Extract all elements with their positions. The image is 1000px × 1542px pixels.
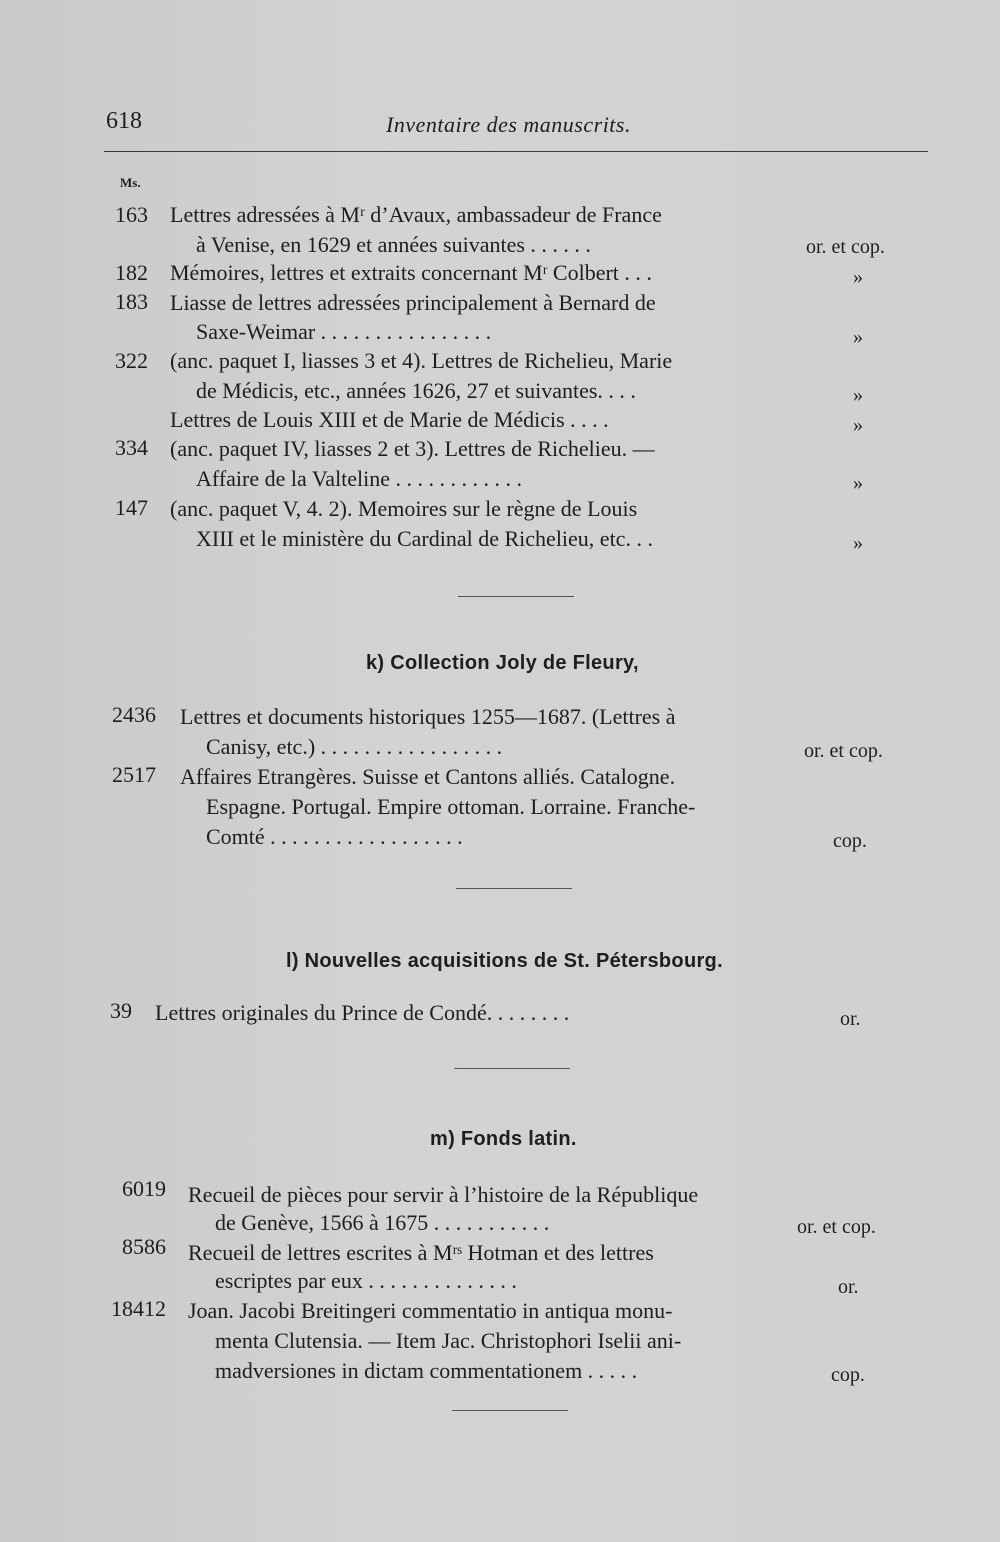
entry-number: 8586: [122, 1234, 166, 1259]
entry-line: Affaires Etrangères. Suisse et Cantons alliés. Catalogne.: [180, 764, 676, 789]
section-divider: [456, 888, 572, 889]
entry-mark: or. et cop.: [797, 1216, 876, 1238]
entry-mark: »: [853, 472, 863, 494]
entry-line: à Venise, en 1629 et années suivantes . . . . . .: [196, 232, 591, 257]
entry-number: 2436: [112, 702, 156, 727]
entry-number: 182: [115, 260, 148, 285]
entry-mark: »: [853, 326, 863, 348]
ms-column-label: Ms.: [120, 175, 141, 190]
entry-line: (anc. paquet V, 4. 2). Memoires sur le règne de Louis: [170, 496, 638, 521]
entry-line: madversiones in dictam commentationem . . . . .: [215, 1358, 638, 1383]
page-number: 618: [106, 108, 142, 134]
section-divider: [454, 1068, 570, 1069]
entry-line: Affaire de la Valteline . . . . . . . . . . . .: [196, 466, 523, 491]
entry-mark: »: [853, 414, 863, 436]
section-divider: [458, 596, 574, 597]
entry-line: XIII et le ministère du Cardinal de Richelieu, etc. . .: [196, 526, 653, 551]
entry-number: 334: [115, 435, 148, 460]
entry-line: Liasse de lettres adressées principalement à Bernard de: [170, 290, 656, 315]
entry-mark: or.: [840, 1008, 861, 1030]
entry-number: 18412: [111, 1296, 166, 1321]
entry-line: de Genève, 1566 à 1675 . . . . . . . . . . .: [215, 1210, 550, 1235]
header-rule: [104, 151, 928, 152]
entry-line: de Médicis, etc., années 1626, 27 et suivantes. . . .: [196, 378, 636, 403]
entry-number: 147: [115, 495, 148, 520]
entry-mark: »: [853, 384, 863, 406]
entry-number: 6019: [122, 1176, 166, 1201]
section-divider: [452, 1410, 568, 1411]
entry-line: Lettres originales du Prince de Condé. . . . . . . .: [155, 1000, 570, 1025]
entry-line: Recueil de lettres escrites à Mʳˢ Hotman et des lettres: [188, 1240, 654, 1265]
entry-line: Espagne. Portugal. Empire ottoman. Lorraine. Franche-: [206, 794, 696, 819]
entry-line: Lettres de Louis XIII et de Marie de Médicis . . . .: [170, 407, 609, 432]
entry-mark: or.: [838, 1276, 859, 1298]
entry-line: Saxe-Weimar . . . . . . . . . . . . . . . .: [196, 319, 492, 344]
section-title-k: k) Collection Joly de Fleury,: [366, 652, 639, 674]
section-title-l: l) Nouvelles acquisitions de St. Pétersbourg.: [286, 950, 723, 972]
entry-line: Comté . . . . . . . . . . . . . . . . . .: [206, 824, 463, 849]
entry-line: Canisy, etc.) . . . . . . . . . . . . . . . . .: [206, 734, 503, 759]
entry-line: Lettres adressées à Mʳ d’Avaux, ambassadeur de France: [170, 202, 662, 227]
entry-line: Joan. Jacobi Breitingeri commentatio in antiqua monu-: [188, 1298, 673, 1323]
entry-number: 183: [115, 289, 148, 314]
entry-number: 322: [115, 348, 148, 373]
entry-line: (anc. paquet I, liasses 3 et 4). Lettres de Richelieu, Marie: [170, 348, 673, 373]
entry-mark: or. et cop.: [806, 236, 885, 258]
entry-line: Lettres et documents historiques 1255—1687. (Lettres à: [180, 704, 676, 729]
entry-line: Recueil de pièces pour servir à l’histoire de la République: [188, 1182, 699, 1207]
entry-number: 2517: [112, 762, 156, 787]
entry-number: 163: [115, 202, 148, 227]
entry-mark: cop.: [831, 1364, 865, 1386]
entry-line: escriptes par eux . . . . . . . . . . . . . .: [215, 1268, 517, 1293]
entry-number: 39: [110, 998, 132, 1023]
section-title-m: m) Fonds latin.: [430, 1128, 577, 1150]
entry-mark: or. et cop.: [804, 740, 883, 762]
entry-line: menta Clutensia. — Item Jac. Christophori Iselii ani-: [215, 1328, 682, 1353]
entry-mark: cop.: [833, 830, 867, 852]
running-title: Inventaire des manuscrits.: [386, 112, 631, 137]
entry-mark: »: [853, 266, 863, 288]
entry-mark: »: [853, 532, 863, 554]
entry-line: (anc. paquet IV, liasses 2 et 3). Lettres de Richelieu. —: [170, 436, 655, 461]
entry-line: Mémoires, lettres et extraits concernant Mʳ Colbert . . .: [170, 260, 652, 285]
